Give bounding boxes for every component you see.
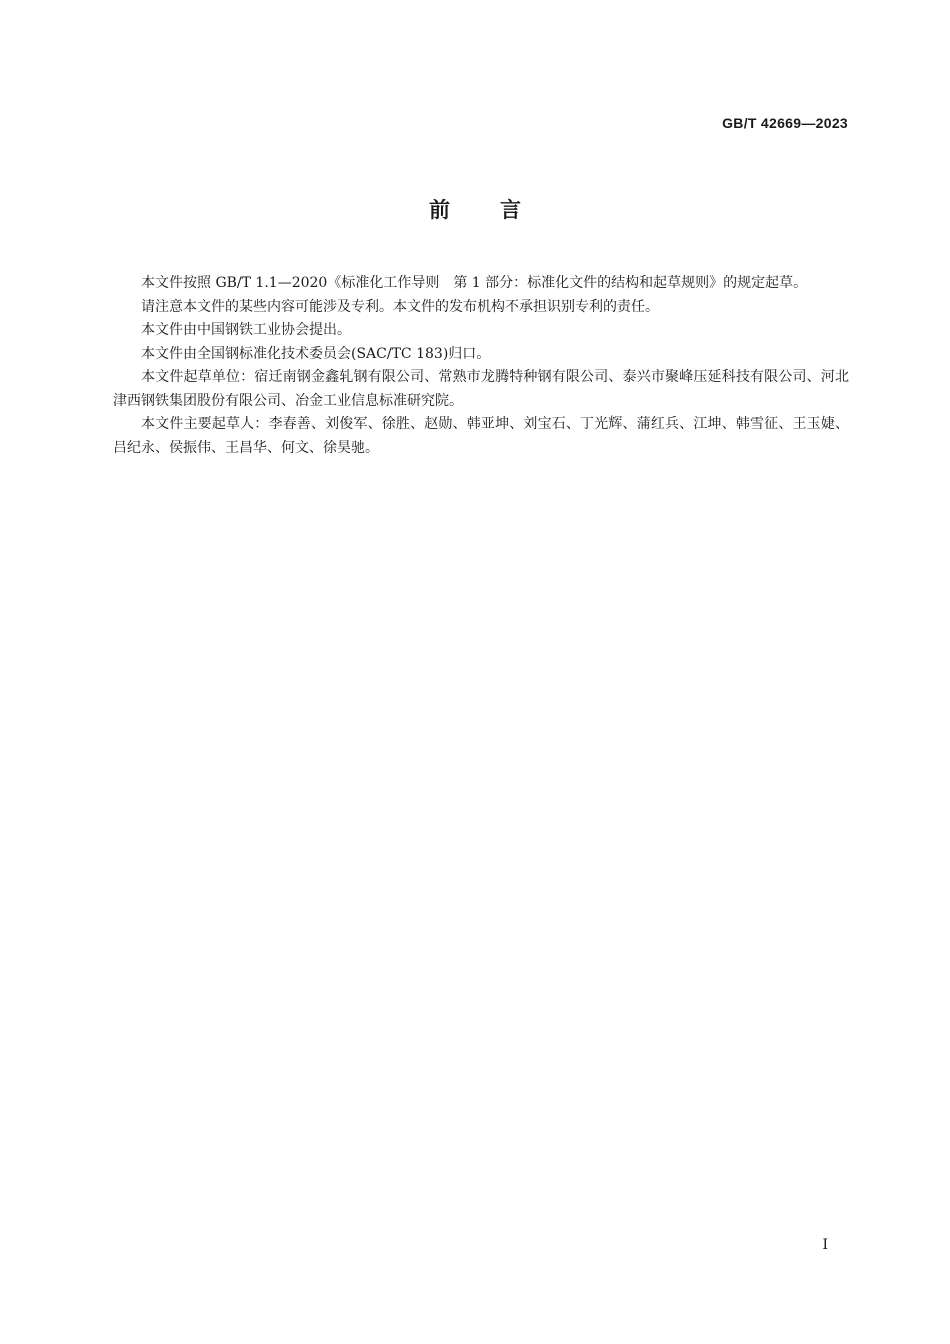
paragraph-drafting-units: 本文件起草单位：宿迁南钢金鑫轧钢有限公司、常熟市龙腾特种钢有限公司、泰兴市聚峰压延科技有限公司、河北津西钢铁集团股份有限公司、冶金工业信息标准研究院。 [113, 369, 849, 409]
standard-number: GB/T 42669—2023 [722, 115, 848, 131]
paragraph-drafters: 本文件主要起草人：李春善、刘俊军、徐胜、赵勋、韩亚坤、刘宝石、丁光辉、蒲红兵、江坤、韩雪征、王玉婕、吕纪永、侯振伟、王昌华、何文、徐昊驰。 [113, 416, 849, 456]
foreword-body [113, 272, 849, 460]
paragraph-patent-notice: 请注意本文件的某些内容可能涉及专利。本文件的发布机构不承担识别专利的责任。 [141, 298, 659, 315]
page-number: I [822, 1237, 828, 1253]
paragraph-proposer: 本文件由中国钢铁工业协会提出。 [141, 322, 351, 338]
paragraph-committee: 本文件由全国钢标准化技术委员会(SAC/TC 183)归口。 [141, 345, 491, 362]
page-title: 前言 [429, 198, 571, 222]
paragraph-drafting-rules: 本文件按照 GB/T 1.1—2020《标准化工作导则 第 1 部分：标准化文件的结构和起草规则》的规定起草。 [141, 275, 808, 291]
